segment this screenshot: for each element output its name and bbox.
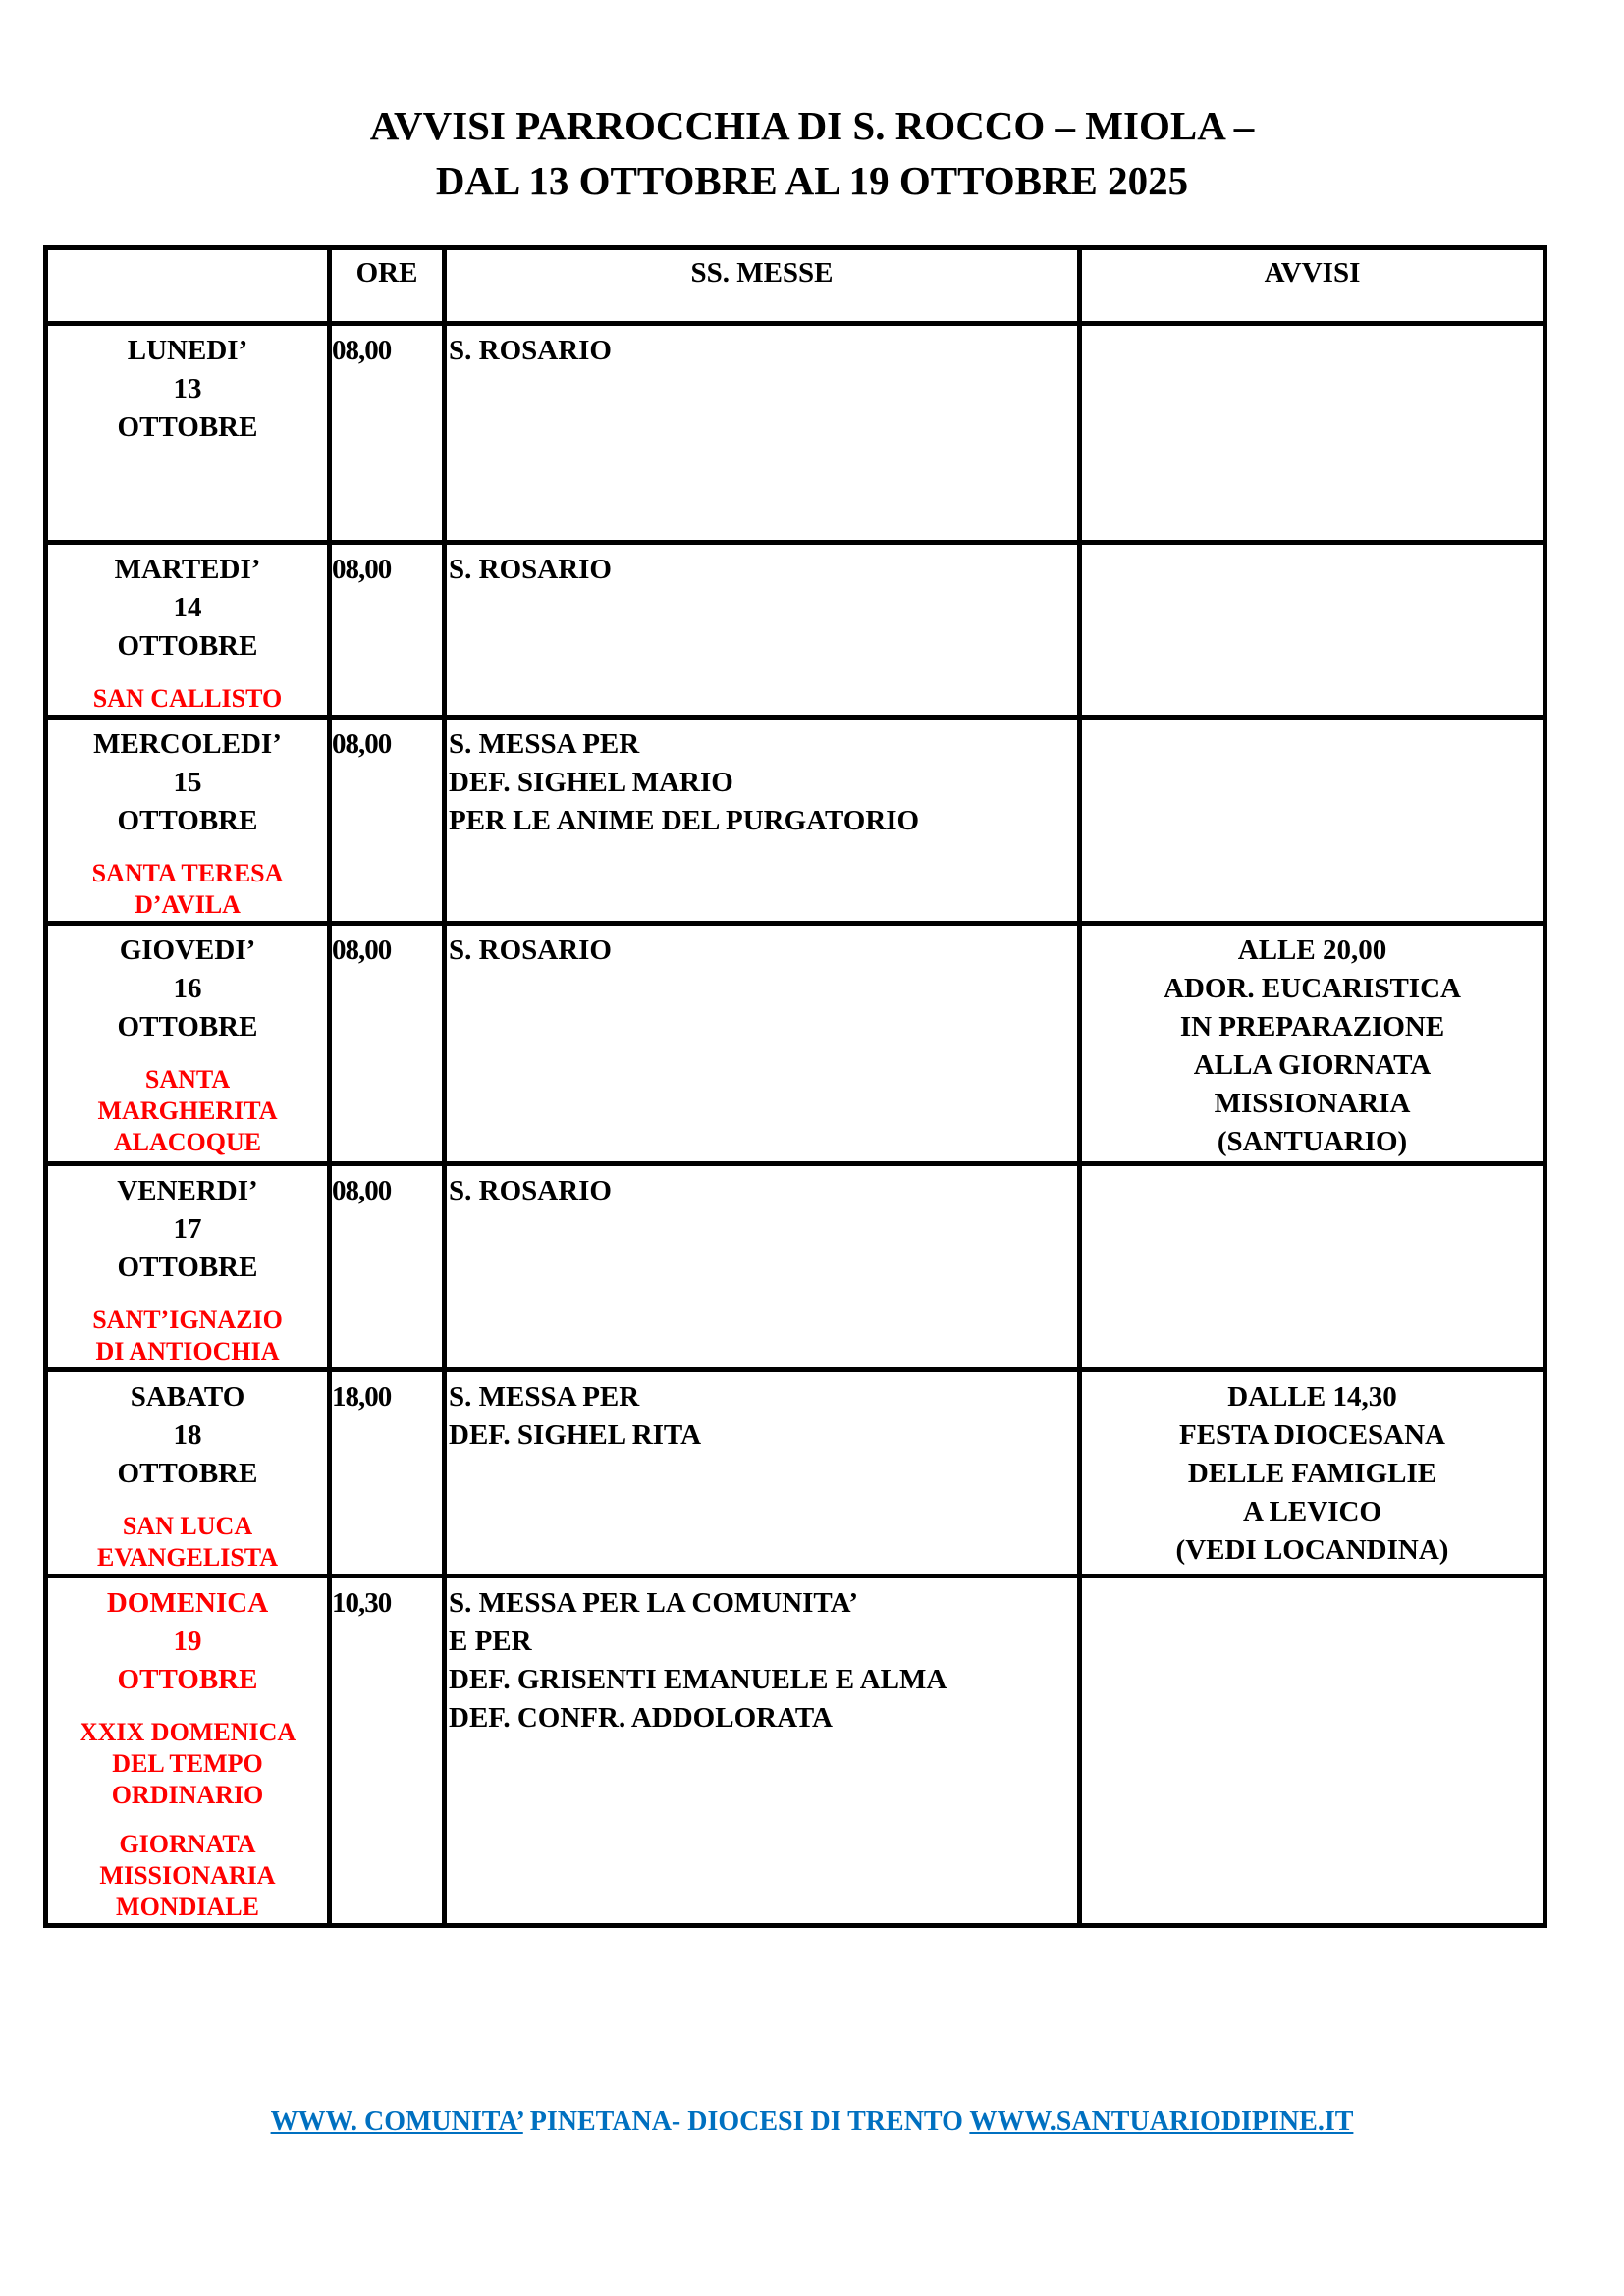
notice-line: ALLA GIORNATA: [1193, 1049, 1432, 1081]
time-cell: 08,00: [330, 324, 445, 543]
notice-line: DALLE 14,30: [1227, 1381, 1397, 1413]
saint-of-day: [48, 1511, 327, 1574]
saint-line: DI ANTIOCHIA: [95, 1337, 280, 1365]
table-row: [46, 324, 1545, 543]
table-row: [46, 924, 1545, 1164]
page-title-line1: AVVISI PARROCCHIA DI S. ROCCO – MIOLA –: [369, 103, 1255, 148]
table-header-row: [46, 248, 1545, 324]
day-name: DOMENICA: [106, 1587, 269, 1619]
day-name: GIOVEDI’: [119, 934, 256, 966]
saint-line: XXIX DOMENICA: [79, 1718, 297, 1746]
time-cell: 08,00: [330, 718, 445, 924]
mass-line: PER LE ANIME DEL PURGATORIO: [449, 805, 920, 836]
day-cell: [46, 543, 330, 718]
day-num: 13: [173, 373, 202, 404]
time-cell: 08,00: [330, 543, 445, 718]
notice-line: A LEVICO: [1242, 1496, 1381, 1527]
day-num: 14: [173, 592, 202, 623]
header-avvisi: AVVISI: [1080, 248, 1545, 324]
day-name: MERCOLEDI’: [93, 728, 282, 760]
notice-cell: [1080, 1164, 1545, 1370]
notice-cell: [1080, 718, 1545, 924]
day-cell: [46, 1164, 330, 1370]
notice-line: ADOR. EUCARISTICA: [1164, 973, 1461, 1004]
header-messe: SS. MESSE: [445, 248, 1080, 324]
day-month: OTTOBRE: [117, 1664, 258, 1695]
day-month: OTTOBRE: [117, 805, 258, 836]
saint-line: DEL TEMPO: [112, 1749, 263, 1778]
day-name: LUNEDI’: [127, 335, 248, 366]
notice-line: MISSIONARIA: [1214, 1088, 1411, 1119]
mass-cell: [445, 1576, 1080, 1926]
mass-line: DEF. CONFR. ADDOLORATA: [449, 1702, 833, 1734]
schedule-table: [43, 245, 1547, 1928]
saint-line: D’AVILA: [135, 890, 241, 919]
mass-cell: [445, 543, 1080, 718]
mass-line: DEF. GRISENTI EMANUELE E ALMA: [449, 1664, 947, 1695]
day-month: OTTOBRE: [117, 1252, 258, 1283]
table-row: [46, 543, 1545, 718]
day-month: OTTOBRE: [117, 630, 258, 662]
day-name: SABATO: [130, 1381, 245, 1413]
day-num: 17: [173, 1213, 202, 1245]
mass-line: DEF. SIGHEL RITA: [449, 1419, 702, 1451]
saint-of-day: [48, 1064, 327, 1158]
mass-line: S. ROSARIO: [449, 554, 612, 585]
day-month: OTTOBRE: [117, 411, 258, 443]
table-row: [46, 718, 1545, 924]
footer: [0, 2107, 1624, 2138]
saint-line: SAN LUCA: [122, 1512, 253, 1540]
link-comunita[interactable]: WWW. COMUNITA’: [270, 2107, 523, 2137]
saint-line: GIORNATA: [119, 1830, 256, 1858]
header-day: [46, 248, 330, 324]
mass-cell: [445, 1370, 1080, 1576]
saint-of-day: [48, 858, 327, 921]
page-title-line2: DAL 13 OTTOBRE AL 19 OTTOBRE 2025: [435, 158, 1189, 203]
day-name: MARTEDI’: [114, 554, 261, 585]
saint-line: SANT’IGNAZIO: [92, 1306, 283, 1334]
saint-line: MISSIONARIA: [99, 1861, 276, 1890]
saint-line: SANTA: [144, 1065, 231, 1094]
table-row: [46, 1370, 1545, 1576]
saint-line: SANTA TERESA: [91, 859, 284, 887]
day-month: OTTOBRE: [117, 1458, 258, 1489]
day-num: 15: [173, 767, 202, 798]
mass-cell: [445, 924, 1080, 1164]
saint-line: ALACOQUE: [113, 1128, 262, 1156]
saint-line: EVANGELISTA: [97, 1543, 278, 1572]
mass-cell: [445, 1164, 1080, 1370]
day-cell: [46, 924, 330, 1164]
mass-line: S. MESSA PER LA COMUNITA’: [449, 1587, 859, 1619]
saint-line: ORDINARIO: [111, 1781, 264, 1809]
notice-cell: [1080, 924, 1545, 1164]
saint-line: SAN CALLISTO: [92, 684, 283, 713]
saint-line: MONDIALE: [116, 1893, 259, 1921]
time-cell: 18,00: [330, 1370, 445, 1576]
notice-line: (VEDI LOCANDINA): [1175, 1534, 1449, 1566]
mass-line: S. ROSARIO: [449, 1175, 612, 1206]
day-name: VENERDI’: [117, 1175, 258, 1206]
saint-line: MARGHERITA: [97, 1096, 278, 1125]
mass-line: S. ROSARIO: [449, 335, 612, 366]
time-cell: 08,00: [330, 924, 445, 1164]
saint-of-day: [48, 1717, 327, 1811]
header-ore: ORE: [330, 248, 445, 324]
day-num: 16: [173, 973, 202, 1004]
day-num: 18: [173, 1419, 202, 1451]
notice-cell: [1080, 324, 1545, 543]
day-cell: [46, 1576, 330, 1926]
day-cell: [46, 718, 330, 924]
notice-line: IN PREPARAZIONE: [1179, 1011, 1445, 1042]
notice-line: FESTA DIOCESANA: [1179, 1419, 1445, 1451]
notice-line: DELLE FAMIGLIE: [1187, 1458, 1437, 1489]
mass-cell: [445, 718, 1080, 924]
time-cell: 10,30: [330, 1576, 445, 1926]
time-cell: 08,00: [330, 1164, 445, 1370]
notice-line: ALLE 20,00: [1237, 934, 1387, 966]
saint-of-day: [48, 1829, 327, 1923]
notice-cell: [1080, 543, 1545, 718]
day-month: OTTOBRE: [117, 1011, 258, 1042]
day-cell: [46, 1370, 330, 1576]
day-cell: [46, 324, 330, 543]
mass-line: DEF. SIGHEL MARIO: [449, 767, 733, 798]
saint-of-day: [48, 1305, 327, 1367]
mass-line: E PER: [449, 1626, 532, 1657]
day-num: 19: [173, 1626, 202, 1657]
mass-line: S. MESSA PER: [449, 1381, 640, 1413]
notice-line: (SANTUARIO): [1217, 1126, 1408, 1157]
mass-line: S. MESSA PER: [449, 728, 640, 760]
mass-line: S. ROSARIO: [449, 934, 612, 966]
notice-cell: [1080, 1576, 1545, 1926]
table-row: [46, 1164, 1545, 1370]
saint-of-day: [48, 683, 327, 715]
link-santuario[interactable]: WWW.SANTUARIODIPINE.IT: [969, 2107, 1354, 2137]
footer-text: PINETANA- DIOCESI DI TRENTO: [522, 2107, 970, 2137]
mass-cell: [445, 324, 1080, 543]
notice-cell: [1080, 1370, 1545, 1576]
table-row: [46, 1576, 1545, 1926]
